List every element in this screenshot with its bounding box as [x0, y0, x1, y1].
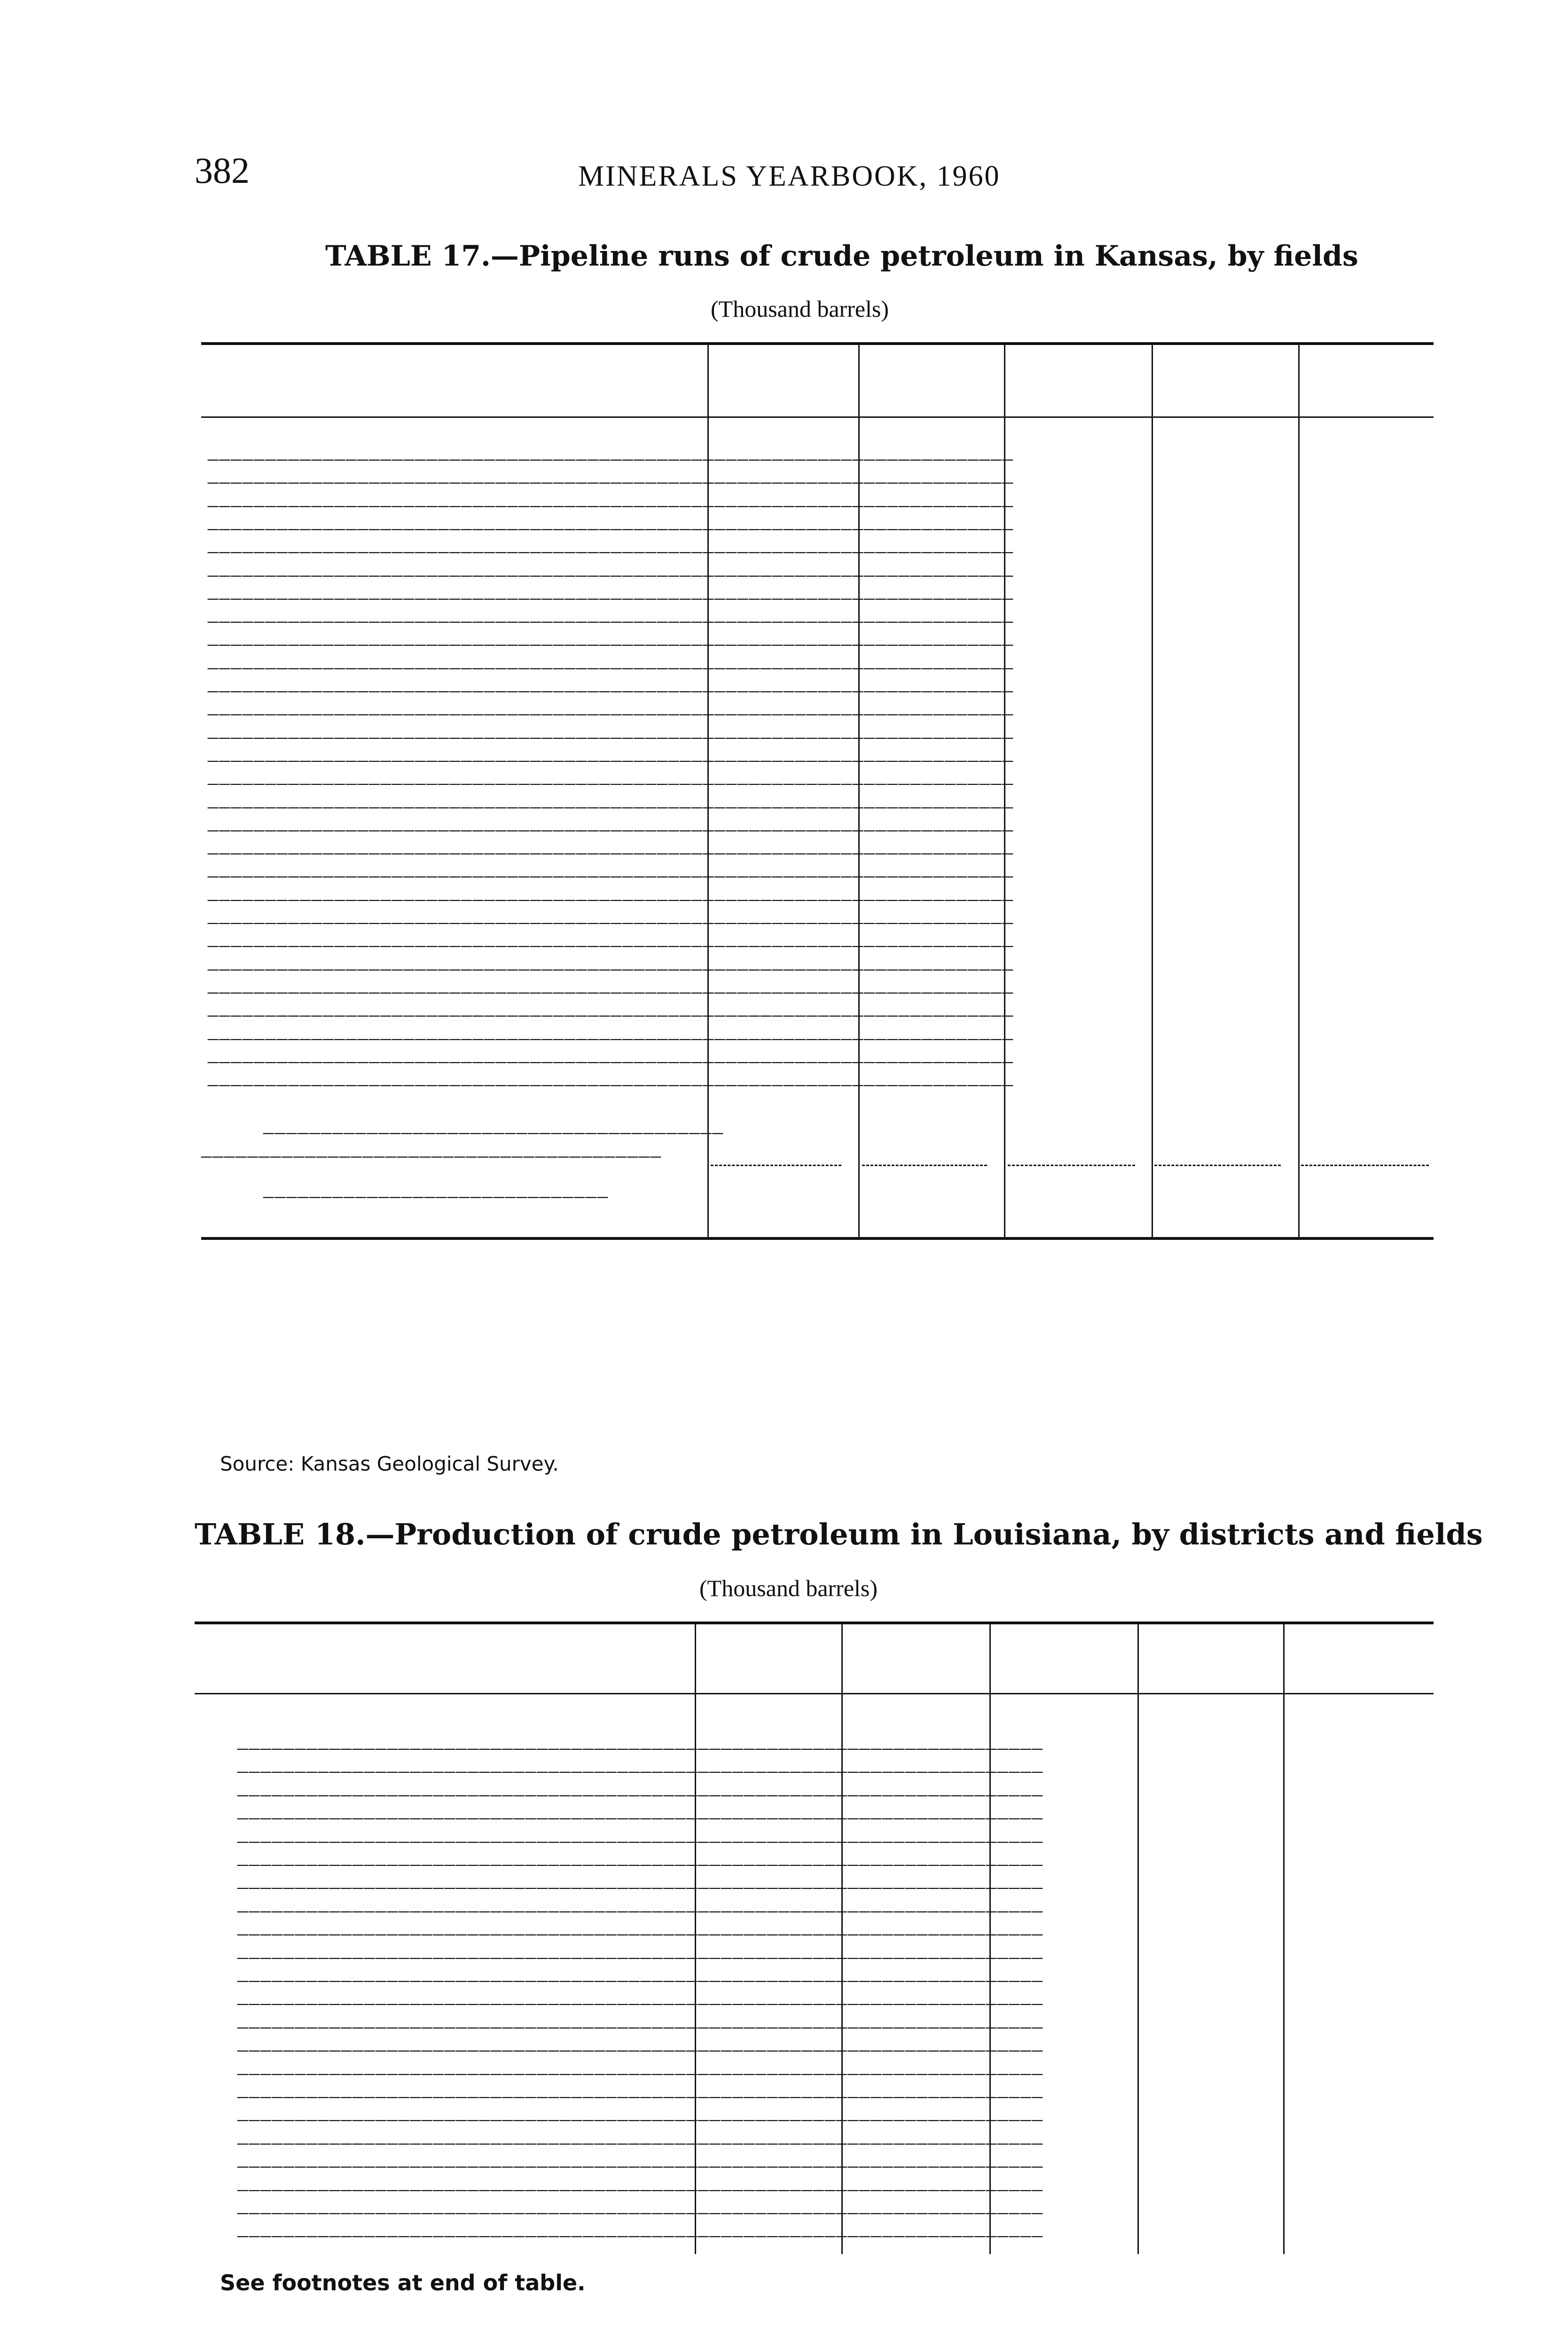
table17-leader-dots: ______________________________________________________________________: [208, 740, 1014, 764]
table18-note: See footnotes at end of table.: [220, 2270, 586, 2295]
table18-field-name: [237, 1774, 1043, 1798]
table17-source: Source: Kansas Geological Survey.: [220, 1452, 559, 1475]
table18-column-divider: [1137, 1624, 1139, 2254]
table18-field-name: [237, 2193, 1043, 2216]
table18-field-name: [237, 2099, 1043, 2123]
table17-leader-dots: ______________________________________________________________________: [208, 462, 1014, 486]
table17-top-rule: [201, 342, 1434, 345]
table17-header-rule: [201, 416, 1434, 418]
table18-header-rule: [195, 1693, 1434, 1694]
table17-unit: (Thousand barrels): [711, 296, 889, 322]
table18-leader-dots: ______________________________________________________________________: [237, 1937, 1043, 1961]
table18-title: TABLE 18.—Production of crude petroleum in Louisiana, by districts and fields: [195, 1517, 1483, 1551]
table17-leader-dots: ______________________________________________________________________: [208, 555, 1014, 579]
table17-field-name: [208, 995, 1014, 1019]
table17-bottom-rule: [201, 1237, 1434, 1240]
table18-field-name: [237, 1728, 1043, 1752]
table17-leader-dots: ______________________________________________________________________: [208, 995, 1014, 1019]
table17-dashed-rule: [1154, 1165, 1281, 1166]
table18-field-name: [237, 1751, 1043, 1775]
table18-leader-dots: ______________________________________________________________________: [237, 1798, 1043, 1822]
table17-field-name: [208, 694, 1014, 718]
table17-field-name: [208, 786, 1014, 810]
table17-field-name: [208, 833, 1014, 857]
table18-leader-dots: ______________________________________________________________________: [237, 1983, 1043, 2007]
table18-leader-dots: ______________________________________________________________________: [237, 2030, 1043, 2054]
table17-leader-dots: ______________________________________________________________________: [208, 1041, 1014, 1065]
table18-column-divider: [1283, 1624, 1285, 2254]
table17-column-divider: [1298, 345, 1300, 1237]
table17-field-name: [208, 971, 1014, 995]
table17-leader-dots: ______________________________________________________________________: [208, 694, 1014, 718]
table18-leader-dots: ______________________________________________________________________: [237, 1728, 1043, 1752]
table17-field-name: [208, 740, 1014, 764]
table17-change-stocks-label: [201, 1136, 699, 1159]
running-title: MINERALS YEARBOOK, 1960: [578, 160, 1001, 192]
table17-field-name: [208, 1065, 1014, 1089]
table18-leader-dots: ______________________________________________________________________: [237, 2099, 1043, 2123]
table17-leader-dots: ______________________________________________________________________: [208, 948, 1014, 972]
table18-field-name: [237, 2169, 1043, 2193]
table18-leader-dots: ______________________________________________________________________: [237, 1821, 1043, 1845]
table17-field-name: [208, 508, 1014, 532]
table17-leader-dots: ______________________________________________________________________: [208, 856, 1014, 880]
table17-leader-dots: ________________________________________: [201, 1136, 662, 1159]
table17-leader-dots: ______________________________________________________________________: [208, 925, 1014, 949]
table17-leader-dots: ______________________________________________________________________: [208, 971, 1014, 995]
table18-field-name: [237, 1960, 1043, 1984]
page-number: 382: [195, 150, 250, 191]
table17-leader-dots: ______________________________________________________________________: [208, 578, 1014, 602]
table17-field-name: [208, 439, 1014, 462]
table17-dashed-rule: [711, 1165, 841, 1166]
table18-field-name: [237, 1983, 1043, 2007]
table17-field-name: [208, 624, 1014, 648]
table17-dashed-rule: [862, 1165, 987, 1166]
table18-unit: (Thousand barrels): [699, 1575, 878, 1601]
table18-leader-dots: ______________________________________________________________________: [237, 2146, 1043, 2170]
table17-leader-dots: ______________________________________________________________________: [208, 902, 1014, 926]
table17-field-name: [208, 485, 1014, 509]
table17-leader-dots: ______________________________________________________________________: [208, 833, 1014, 857]
table17-field-name: [208, 902, 1014, 926]
table18-leader-dots: ______________________________________________________________________: [237, 1751, 1043, 1775]
table17-field-name: [208, 671, 1014, 694]
table17-leader-dots: ______________________________________________________________________: [208, 671, 1014, 694]
table18-field-name: [237, 1798, 1043, 1822]
table18-field-name: [237, 1914, 1043, 1938]
table18-leader-dots: ______________________________________________________________________: [237, 1867, 1043, 1891]
table17-column-divider: [1152, 345, 1153, 1237]
table18-leader-dots: ______________________________________________________________________: [237, 1914, 1043, 1938]
table17-field-name: [208, 532, 1014, 556]
table18-leader-dots: ______________________________________________________________________: [237, 2006, 1043, 2030]
table18-field-name: [237, 1821, 1043, 1845]
table18-field-name: [237, 2076, 1043, 2100]
table18-field-name: [237, 2053, 1043, 2077]
table18-field-name: [237, 2216, 1043, 2240]
table17-field-name: [208, 578, 1014, 602]
table18-field-name: [237, 2123, 1043, 2146]
table17-leader-dots: ______________________________________________________________________: [208, 508, 1014, 532]
table17-leader-dots: ________________________________________: [263, 1112, 724, 1136]
table17-field-name: [208, 879, 1014, 903]
table18-field-name: [237, 2006, 1043, 2030]
table17-leader-dots: ______________________________________________________________________: [208, 647, 1014, 671]
table17-leader-dots: ______________________________________________________________________: [208, 532, 1014, 556]
table17-leader-dots: ______________________________________________________________________: [208, 786, 1014, 810]
table17-leader-dots: ______________________________________________________________________: [208, 624, 1014, 648]
table17-field-name: [208, 601, 1014, 625]
table17-leader-dots: ______________________________________________________________________: [208, 485, 1014, 509]
table18-field-name: [237, 1867, 1043, 1891]
table18-leader-dots: ______________________________________________________________________: [237, 2053, 1043, 2077]
table17-field-name: [208, 809, 1014, 833]
table17-field-name: [208, 925, 1014, 949]
table18-leader-dots: ______________________________________________________________________: [237, 2076, 1043, 2100]
table17-leader-dots: ______________________________________________________________________: [208, 1018, 1014, 1042]
table17-leader-dots: ______________________________________________________________________: [208, 1065, 1014, 1089]
table17-leader-dots: ______________________________________________________________________: [208, 601, 1014, 625]
table17-field-name: [208, 462, 1014, 486]
table18-leader-dots: ______________________________________________________________________: [237, 2216, 1043, 2240]
table17-field-name: [208, 555, 1014, 579]
table17-dashed-rule: [1301, 1165, 1429, 1166]
table17-field-name: [208, 948, 1014, 972]
table17-title: TABLE 17.—Pipeline runs of crude petroleum in Kansas, by fields: [325, 240, 1358, 273]
table17-total-kansas-label: [263, 1112, 724, 1136]
table18-leader-dots: ______________________________________________________________________: [237, 2123, 1043, 2146]
table18-leader-dots: ______________________________________________________________________: [237, 1960, 1043, 1984]
table17-field-name: [208, 647, 1014, 671]
table18-leader-dots: ______________________________________________________________________: [237, 1774, 1043, 1798]
table17-field-name: [208, 1018, 1014, 1042]
table18-field-name: [237, 2030, 1043, 2054]
table18-field-name: [237, 1890, 1043, 1914]
table17-leader-dots: ______________________________________________________________________: [208, 717, 1014, 741]
table18-leader-dots: ______________________________________________________________________: [237, 2169, 1043, 2193]
table17-leader-dots: ______________________________________________________________________: [208, 439, 1014, 462]
table17-field-name: [208, 717, 1014, 741]
table17-field-name: [208, 856, 1014, 880]
table18-leader-dots: ______________________________________________________________________: [237, 1844, 1043, 1868]
table17-leader-dots: ______________________________________________________________________: [208, 879, 1014, 903]
table18-field-name: [237, 1937, 1043, 1961]
table18-field-name: [237, 1844, 1043, 1868]
table17-leader-dots: ______________________________________________________________________: [208, 763, 1014, 787]
table17-leader-dots: ______________________________: [263, 1176, 609, 1200]
table17-field-name: [208, 1041, 1014, 1065]
table18-top-rule: [195, 1622, 1434, 1624]
table17-field-name: [208, 763, 1014, 787]
table17-leader-dots: ______________________________________________________________________: [208, 809, 1014, 833]
table17-dashed-rule: [1008, 1165, 1135, 1166]
table18-field-name: [237, 2146, 1043, 2170]
table17-total-production-label: [263, 1177, 699, 1200]
table18-leader-dots: ______________________________________________________________________: [237, 1890, 1043, 1914]
table18-leader-dots: ______________________________________________________________________: [237, 2193, 1043, 2216]
